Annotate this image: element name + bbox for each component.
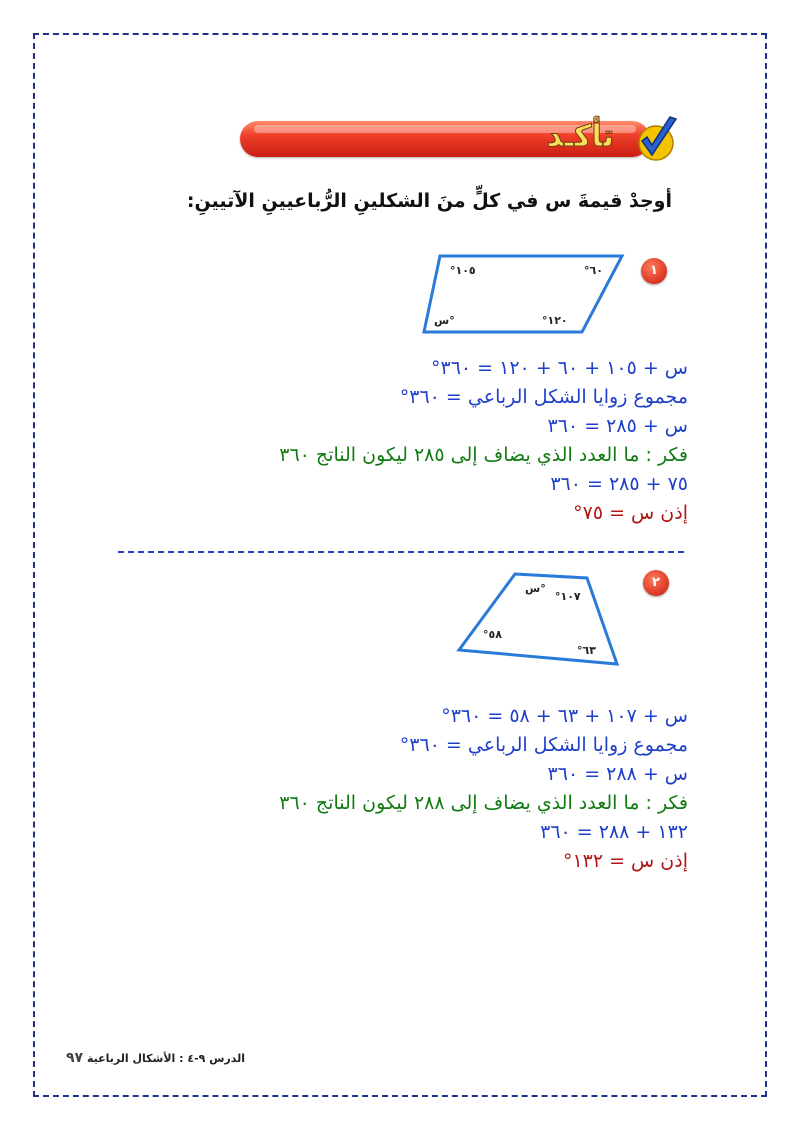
angle-label-1-top-left: °١٠٥: [450, 264, 476, 277]
step-check: ١٣٢ + ٢٨٨ = ٣٦٠: [540, 821, 688, 843]
step-angle-sum: مجموع زوايا الشكل الرباعي = ٣٦٠°: [399, 386, 688, 408]
step-simplified: س + ٢٨٨ = ٣٦٠: [547, 763, 688, 785]
step-simplified: س + ٢٨٥ = ٣٦٠: [547, 415, 688, 437]
page-number: ٩٧: [66, 1050, 84, 1066]
angle-label-2-bottom-right: °٦٣: [577, 644, 596, 657]
step-answer: إذن س = ١٣٢°: [562, 850, 688, 872]
page-footer: [62, 1050, 245, 1066]
angle-label-2-top-left: س°: [525, 582, 546, 595]
angle-label-2-bottom-left: °٥٨: [483, 628, 502, 641]
solution-1: [279, 354, 688, 528]
instruction-text: أوجدْ قيمةَ س في كلٍّ منَ الشكلينِ الرُّباعيينِ الآتيينِ:: [186, 190, 672, 212]
banner-title: تأكـد: [546, 119, 614, 154]
solution-2: [279, 702, 688, 876]
section-divider: [118, 551, 684, 553]
angle-label-2-top-right: °١٠٧: [555, 590, 581, 603]
step-check: ٧٥ + ٢٨٥ = ٣٦٠: [550, 473, 688, 495]
problem-number-2: ٢: [643, 570, 669, 596]
quadrilateral-1: [420, 250, 630, 340]
step-equation: س + ١٠٥ + ٦٠ + ١٢٠ = ٣٦٠°: [431, 357, 688, 379]
section-banner: [240, 115, 680, 165]
checkmark-icon: [620, 115, 680, 165]
angle-label-1-top-right: °٦٠: [584, 264, 603, 277]
step-equation: س + ١٠٧ + ٦٣ + ٥٨ = ٣٦٠°: [441, 705, 688, 727]
step-answer: إذن س = ٧٥°: [573, 502, 688, 524]
problem-number-1: ١: [641, 258, 667, 284]
angle-label-1-bottom-left: س°: [434, 314, 455, 327]
step-think: فكر : ما العدد الذي يضاف إلى ٢٨٥ ليكون الناتج ٣٦٠: [279, 444, 688, 466]
footer-lesson: الدرس ٩-٤ : الأشكال الرباعية: [86, 1052, 245, 1065]
step-angle-sum: مجموع زوايا الشكل الرباعي = ٣٦٠°: [399, 734, 688, 756]
quadrilateral-2: [455, 570, 625, 670]
step-think: فكر : ما العدد الذي يضاف إلى ٢٨٨ ليكون الناتج ٣٦٠: [279, 792, 688, 814]
angle-label-1-bottom-right: °١٢٠: [542, 314, 568, 327]
